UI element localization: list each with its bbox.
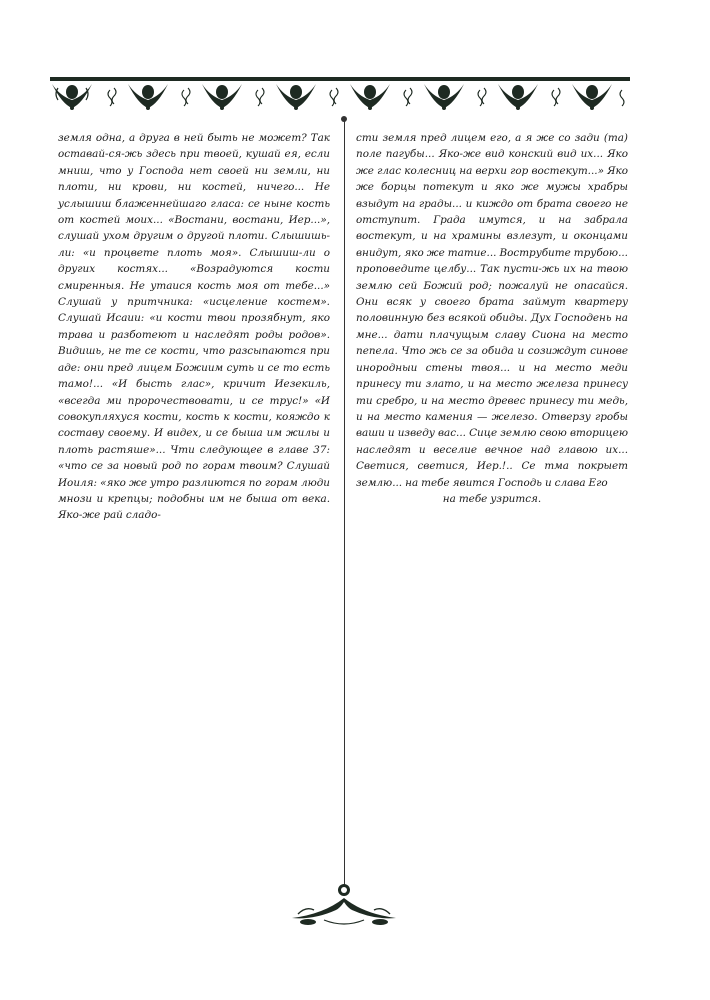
column-divider [344, 120, 345, 890]
left-column-text: земля одна, а друга в ней быть не может? Так оставай-ся-жь здесь при твоей, кушай ея, если мниш, что у Господа нет своей ни земли, ни плоти, ни крови, ни костей, ничего... Не услышиш блаженнейшаго гласа: се ныне кость от костей моих... «Востани, востани, Иер...», слушай ухом другим о другой плоти. Слышишь-ли: «и процвете плоть моя». Слышиш-ли о других костях... «Возрадуются кости смиренныя. Не утаися кость моя от тебе...» Слушай у притчника: «исцеление костем». Слушай Исаии: «и кости твои прозябнут, яко трава и разботеют и наследят роды родов». Видишь, не те се кости, что разсыпаются при аде: они пред лицем Божиим суть и се то есть тамо!... «И бысть глас», кричит Иезекиль, «всегда ми пророчествовати, и се трус!» «И совокупляхуся кости, кость к кости, кояждо к составу своему. И видех, и се быша им жилы и плоть растяше»... Чти следующее в главе 37: «что се за новый род по горам твоим? Слушай Иоиля: «яко же утро разлиются по горам люди мнози и крепцы; подобны им не быша от века. Яко-же рай сладо- [58, 132, 330, 522]
right-column-ending: на тебе узрится. [442, 492, 542, 505]
right-column-text: сти земля пред лицем его, а я же со зади (та) поле пагубы... Яко-же вид конский вид их... Яко же глас колесниц на верхи гор востекут...» Яко же борцы потекут и яко же мужы храбры взыдут на грады... и киждо от брата своего не отступит. Града имутся, и на забрала востекут, и на храмины взлезут, и оконцами внидут, яко же татие... Вострубите трубою... проповедите целбу... Так пусти-жь их на твою землю сей Божий род; пожалуй не опасайся. Они всяк у своего брата займут квартеру половинную без всякой обиды. Дух Господень на мне... дати плачущым славу Сиона на место пепела. Что жь се за обида и созиждут синове инородныи стены твоя... и на место меди принесу ти злато, и на место железа принесу ти сребро, и на место древес принесу ти медь, и на место камения — железо. Отверзу гробы ваши и изведу вас... Сице землю свою вторицею наследят и веселие вечное над главою их... Светися, светися, Иер.!.. Се тма покрыет землю... на тебе явится Господь и слава Его [356, 132, 628, 489]
left-column [58, 130, 330, 524]
right-column [356, 130, 628, 507]
tailpiece-icon [284, 880, 404, 930]
floral-band-icon [50, 78, 630, 114]
